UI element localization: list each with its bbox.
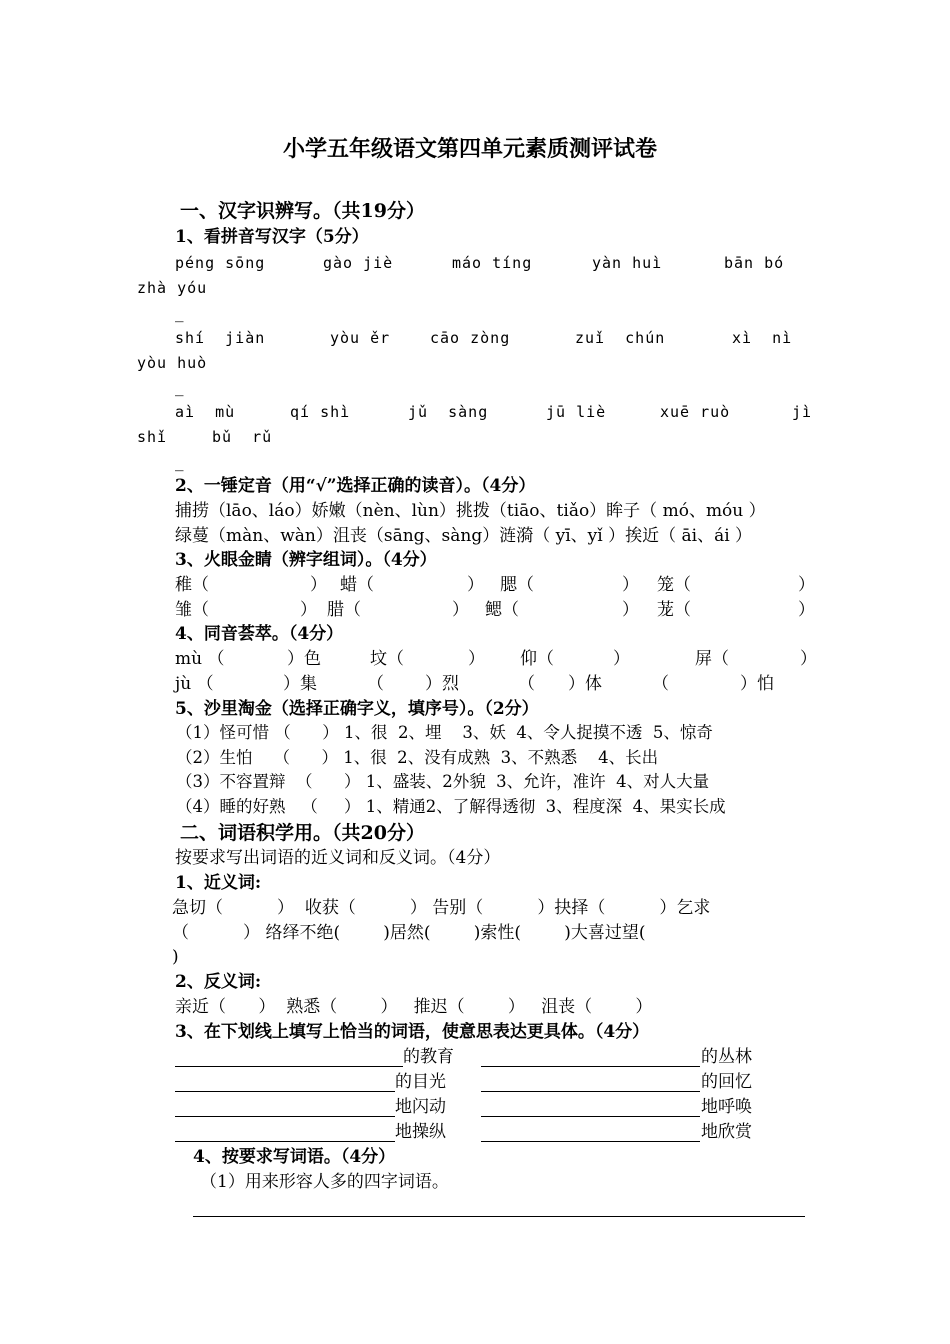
q4-cell: ） [468,649,485,669]
fill-heading: 3、在下划线上填写上恰当的词语，使意思表达更具体。（4分） [175,1022,650,1042]
q5-item: （4）睡的好熟 （ ） 1、精通2、了解得透彻 3、程度深 4、果实长成 [176,797,726,816]
answer-dash: _ [175,377,184,397]
pinyin: jǔ sàng [408,403,489,421]
pinyin: jū liè [546,403,607,421]
q3-cell: ） [622,600,639,620]
synonym-line: （ ） 络绎不绝( )居然( )索性( )大喜过望( [172,923,646,943]
pinyin: bǔ rǔ [212,428,273,446]
antonym-heading: 2、反义词: [175,972,262,992]
q3-cell: ） [622,575,639,595]
pinyin: yòu ěr [330,329,391,347]
q4-cell: ）集 [283,674,317,694]
pinyin: xuē ruò [660,403,731,421]
q4-cell: （ [367,674,384,694]
q3-cell: 腊（ [327,600,361,620]
q1-heading: 1、看拼音写汉字（5分） [175,227,369,247]
q4-cell: ） [800,649,817,669]
q3-cell: ） [798,575,815,595]
q5-item: （1）怪可惜 （ ） 1、很 2、埋 3、妖 4、令人捉摸不透 5、惊奇 [176,723,713,742]
fill-suffix: 地呼唤 [701,1097,752,1117]
q4-cell: 屏（ [695,649,729,669]
q4-cell: ）色 [287,649,321,669]
q4-cell: ） [613,649,630,669]
fill-line[interactable] [175,1091,395,1092]
q5-heading: 5、沙里淘金（选择正确字义，填序号）。（2分） [175,699,539,719]
fill-suffix: 地闪动 [395,1097,446,1117]
synonym-line: ) [172,947,179,967]
pinyin: aì mù [175,403,236,421]
answer-dash: _ [175,303,184,323]
fill-suffix: 的回忆 [701,1072,752,1092]
pinyin: yàn huì [592,254,663,272]
fill-line[interactable] [175,1116,395,1117]
q3-cell: 稚（ [175,575,209,595]
fill-suffix: 地操纵 [395,1122,446,1142]
antonym-line: 亲近（ ） 熟悉（ ） 推迟（ ） 沮丧（ ） [175,997,653,1017]
q3-cell: ） [798,600,815,620]
q4-cell: jù （ [175,674,214,694]
q3-cell: 雏（ [175,600,209,620]
pinyin: qí shì [290,403,351,421]
pinyin: yòu huò [137,354,208,372]
pinyin: shí jiàn [175,329,266,347]
q2-line: 捕捞（lāo、láo）娇嫩（nèn、lùn）挑拨（tiāo、tiǎo）眸子（ mó、móu ） [175,501,766,521]
q4-cell: 仰（ [520,649,554,669]
pinyin: shǐ [137,428,168,446]
q5-item: （2）生怕 （ ） 1、很 2、没有成熟 3、不熟悉 4、长出 [176,748,659,767]
q5-item: （3）不容置辩 （ ） 1、盛装、2外貌 3、允许，准许 4、对人大量 [176,772,710,791]
q3-cell: ） [452,600,469,620]
q3-cell: ） [310,575,327,595]
q3-cell: 茏（ [657,600,691,620]
page-title: 小学五年级语文第四单元素质测评试卷 [283,136,658,162]
fill-line[interactable] [175,1141,395,1142]
fill-line[interactable] [481,1091,700,1092]
q3-heading: 3、火眼金睛（辨字组词）。（4分） [175,550,437,570]
synonym-heading: 1、近义词: [175,873,262,893]
q3-cell: 蜡（ [340,575,374,595]
q4-cell: （ [652,674,669,694]
q4-cell: ）体 [568,674,602,694]
q4-cell: 坟（ [370,649,404,669]
section-2-heading: 二、词语积学用。（共20分） [180,822,425,844]
pinyin: máo tíng [452,254,533,272]
section-1-heading: 一、汉字识辨写。（共19分） [180,200,425,222]
q4-words-heading: 4、按要求写词语。（4分） [193,1147,396,1167]
pinyin: gào jiè [323,254,394,272]
q2-line: 绿蔓（màn、wàn）沮丧（sāng、sàng）涟漪（ yī、yǐ ）挨近（ āi、ái ） [175,526,753,546]
q4-cell: ）怕 [740,674,774,694]
fill-suffix: 地欣赏 [701,1122,752,1142]
fill-suffix: 的丛林 [701,1047,752,1067]
fill-suffix: 的目光 [395,1072,446,1092]
fill-line[interactable] [175,1066,403,1067]
q3-cell: 鳃（ [485,600,519,620]
q4-heading: 4、同音荟萃。（4分） [175,624,344,644]
fill-line[interactable] [481,1116,700,1117]
q4-cell: （ [518,674,535,694]
pinyin: bān bó [724,254,785,272]
pinyin: cāo zòng [430,329,511,347]
answer-dash: _ [175,452,184,472]
fill-line[interactable] [481,1066,700,1067]
q4-cell: mù （ [175,649,225,669]
pinyin: péng sōng [175,254,266,272]
answer-line[interactable] [193,1216,805,1217]
q4-words-item: （1）用来形容人多的四字词语。 [200,1172,449,1192]
sec2-intro: 按要求写出词语的近义词和反义词。（4分） [175,848,501,868]
fill-suffix: 的教育 [403,1047,454,1067]
q3-cell: 笼（ [657,575,691,595]
fill-line[interactable] [481,1141,700,1142]
q3-cell: ） [300,600,317,620]
pinyin: zhà yóu [137,279,208,297]
pinyin: zuǐ chún [575,329,666,347]
q2-heading: 2、一锤定音（用“√”选择正确的读音）。（4分） [175,476,536,496]
q4-cell: ）烈 [425,674,459,694]
q3-cell: 腮（ [500,575,534,595]
q3-cell: ） [467,575,484,595]
pinyin: jì [792,403,813,421]
synonym-line: 急切（ ） 收获（ ） 告别（ ）抉择（ ）乞求 [172,898,711,918]
pinyin: xì nì [732,329,793,347]
